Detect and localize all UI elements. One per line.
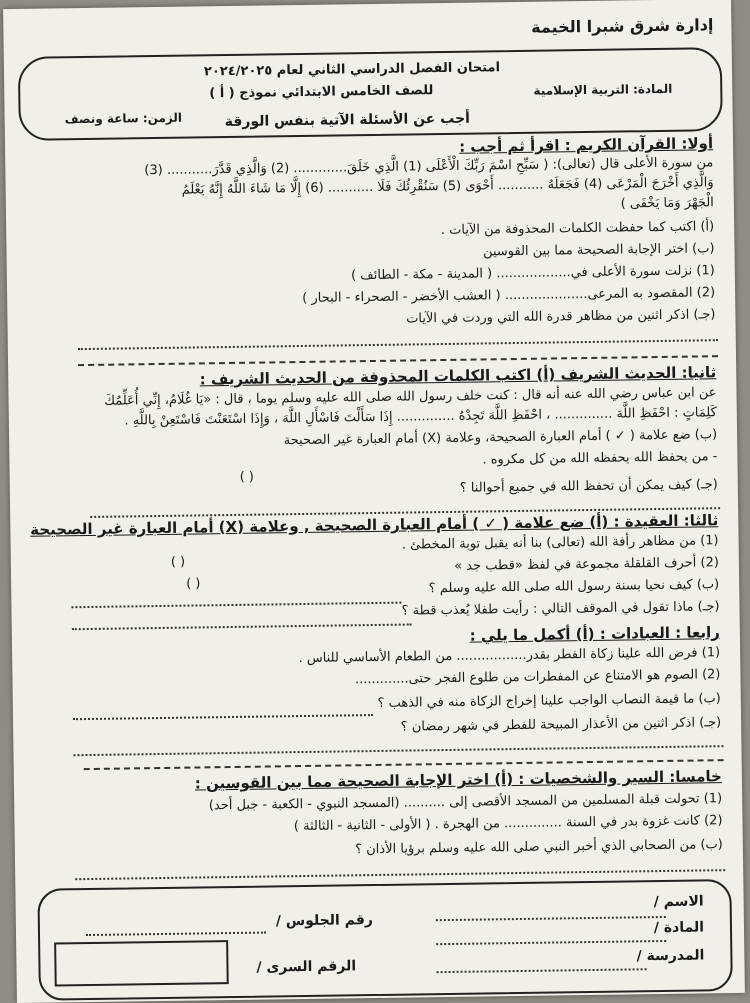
- section3-q2: (2) أحرف القلقلة مجموعة في لفظ «قطب جد »: [454, 555, 719, 574]
- section4-b: (ب) ما قيمة النصاب الواجب علينا إخراج الزكاة منه في الذهب ؟: [377, 691, 721, 711]
- secret-number-label: الرقم السرى /: [256, 958, 357, 976]
- school-label: المدرسة /: [636, 947, 705, 965]
- section1-a: (أ) اكتب كما حفظت الكلمات المحذوفة من الآيات .: [440, 219, 715, 239]
- section1-line1: من سورة الأعلى قال (تعالى): ( سَبِّحِ اسْمَ رَبِّكَ الْأَعْلَى (1) الَّذِي خَلَقَ............. (2) وَالَّذِي قَدَّرَ........... (3): [144, 155, 714, 179]
- grade-title: للصف الخامس الابتدائي نموذج ( أ ): [209, 83, 434, 102]
- section2-title: ثانيا: الحديث الشريف (أ) اكتب الكلمات المحذوفة من الحديث الشريف :: [199, 363, 717, 389]
- name-label: الاسم /: [653, 893, 704, 911]
- answer-line[interactable]: [75, 869, 725, 880]
- secret-number-box[interactable]: [54, 940, 229, 986]
- exam-title: امتحان الفصل الدراسي الثاني لعام ٢٠٢٤/٢٠٢٥: [203, 60, 501, 80]
- answer-line[interactable]: [71, 602, 401, 609]
- subject-label: المادة: التربية الإسلامية: [533, 81, 673, 98]
- section3-paren2: ( ): [186, 576, 201, 592]
- section4-q1: (1) فرض الله علينا زكاة الفطر بقدر................. من الطعام الأساسي للناس .: [298, 645, 721, 667]
- section1-line2: وَالَّذِي أَخْرَجَ الْمَرْعَى (4) فَجَعَلَهُ ........... أَحْوَى (5) سَنُقْرِئُكَ فَلَا ........... (6) إِلَّا مَا شَاءَ اللَّهُ إِنَّهُ يَعْلَمُ: [181, 175, 714, 198]
- section1-title: أولا: القرآن الكريم : اقرأ ثم أجب :: [459, 134, 714, 156]
- section4-q2: (2) الصوم هو الامتناع عن المفطرات من طلوع الفجر حتى.............: [354, 667, 721, 688]
- section3-b: (ب) كيف نحيا بسنة رسول الله صلى الله عليه وسلم ؟: [428, 577, 720, 597]
- answer-line[interactable]: [74, 745, 724, 756]
- section2-line1: عن ابن عباس رضي الله عنه أنه قال : كنت خلف رسول الله صلى الله عليه وسلم يوما ، قال : «يَا غُلَامُ، إِنِّي أُعَلِّمُكَ: [104, 385, 717, 409]
- section4-c: (جـ) اذكر اثنين من الأعذار المبيحة للفطر في شهر رمضان ؟: [400, 715, 722, 735]
- section2-q1: - من يحفظ الله يحفظه الله من كل مكروه .: [482, 449, 718, 468]
- section1-line3: الْجَهْرَ وَمَا يَخْفَى ): [620, 195, 714, 212]
- section3-paren1: ( ): [170, 554, 186, 570]
- time-label: الزمن: ساعة ونصف: [64, 110, 183, 127]
- section3-title: ثالثا: العقيدة : (أ) ضع علامة ( ✓ ) أمام العبارة الصحيحة , وعلامة (X) أمام العبارة غير الصحيحة: [30, 511, 719, 539]
- section1-c: (جـ) اذكر اثنين من مظاهر قدرة الله التي وردت في الآيات: [406, 307, 716, 327]
- section4-title: رابعا : العبادات : (أ) أكمل ما يلي :: [469, 623, 720, 645]
- section1-q1: (1) نزلت سورة الأعلى في.................. ( المدينة - مكة - الطائف ): [350, 263, 715, 284]
- section2-line2: كَلِمَاتٍ : احْفَظِ اللَّهَ .............. ، احْفَظِ اللَّهَ تَجِدْهُ .............. إِذَا سَأَلْتَ فَاسْأَلِ اللَّهَ ، وَإِذَا اسْتَعَنْتَ فَاسْتَعِنْ بِاللَّهِ .: [124, 405, 717, 429]
- subject-field-label: المادة /: [653, 919, 705, 937]
- section1-q2: (2) المقصود به المرعى.................... ( العشب الأخضر - الصحراء - البحار ): [302, 285, 716, 306]
- section5-q1: (1) تحولت قبلة المسلمين من المسجد الأقصى إلى .......... (المسجد النبوي - الكعبة - جبل أحد): [208, 791, 723, 814]
- instruction: أجب عن الأسئلة الآتية بنفس الورقة: [224, 110, 471, 131]
- section2-paren: ( ): [239, 469, 255, 485]
- section5-q2: (2) كانت غزوة بدر في السنة .............. من الهجرة . ( الأولى - الثانية - الثالثة ): [293, 813, 723, 835]
- section5-title: خامسا: السير والشخصيات : (أ) اختر الإجابة الصحيحة مما بين القوسين :: [194, 767, 723, 793]
- administration-title: إدارة شرق شبرا الخيمة: [531, 15, 714, 37]
- section3-q1: (1) من مظاهر رأفة الله (تعالى) بنا أنه يقبل توبة المخطئ .: [401, 533, 719, 553]
- section3-c: (جـ) ماذا تقول في الموقف التالي : رأيت طفلا يُعذب قطة ؟: [401, 599, 720, 619]
- section5-b: (ب) من الصحابي الذي أخبر النبي صلى الله عليه وسلم برؤيا الأذان ؟: [355, 837, 723, 858]
- answer-line[interactable]: [73, 714, 373, 720]
- answer-line[interactable]: [72, 623, 412, 630]
- seat-number-label: رقم الجلوس /: [275, 912, 373, 930]
- section2-b: (ب) ضع علامة ( ✓ ) أمام العبارة الصحيحة، وعلامة (X) أمام العبارة غير الصحيحة: [283, 427, 718, 449]
- answer-line[interactable]: [78, 339, 718, 350]
- section2-c: (جـ) كيف يمكن أن تحفظ الله في جميع أحوالنا ؟: [459, 477, 718, 496]
- exam-paper: [3, 0, 745, 1003]
- section1-b: (ب) اختر الإجابة الصحيحة مما بين القوسين: [482, 241, 715, 260]
